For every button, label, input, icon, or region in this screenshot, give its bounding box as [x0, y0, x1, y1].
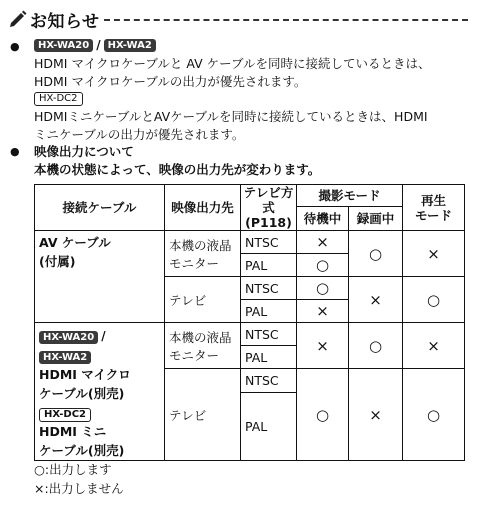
- dest-tv-av: テレビ: [165, 277, 241, 323]
- hdmi-dc-badge-row: [39, 403, 164, 422]
- format-pal: PAL: [241, 393, 297, 461]
- mark-hdmi-tv-standby: ○: [297, 369, 349, 461]
- dest-lcd-hdmi: [165, 323, 241, 369]
- format-ntsc: NTSC: [241, 369, 297, 393]
- format-pal: PAL: [241, 300, 297, 323]
- header-destination: 映像出力先: [165, 185, 241, 231]
- hx-wa20-badge: HX-WA20: [39, 331, 98, 344]
- header-shooting-mode: 撮影モード: [297, 185, 403, 207]
- dest-lcd-av: [165, 231, 241, 277]
- mark-hdmi-lcd-recording: ○: [349, 323, 403, 369]
- bullet-2: ●: [10, 145, 20, 158]
- mark-av-lcd-ntsc-standby: ×: [297, 231, 349, 254]
- format-pal: PAL: [241, 346, 297, 369]
- badge-separator: /: [96, 38, 101, 52]
- mark-av-tv-playback: ○: [403, 277, 465, 323]
- section-subheading: 本機の状態によって、映像の出力先が変わります。: [34, 162, 321, 177]
- dest-lcd-line1: 本機の液晶: [169, 237, 232, 253]
- header-cable: 接続ケーブル: [35, 185, 165, 231]
- format-ntsc: NTSC: [241, 277, 297, 300]
- hx-wa20-badge: HX-WA20: [34, 39, 93, 52]
- header-recording: 録画中: [349, 206, 403, 230]
- hx-dc2-badge: HX-DC2: [39, 408, 91, 422]
- dc-badge-row: [34, 92, 83, 106]
- notice-header: [8, 6, 468, 32]
- mark-hdmi-tv-playback: ○: [403, 369, 465, 461]
- format-pal: PAL: [241, 254, 297, 277]
- mark-av-lcd-pal-standby: ○: [297, 254, 349, 277]
- badge-separator: /: [101, 329, 106, 343]
- hx-wa2-badge: HX-WA2: [104, 39, 156, 52]
- mark-av-tv-ntsc-standby: ○: [297, 277, 349, 300]
- output-table: [34, 184, 465, 461]
- wa-badge-row: [34, 38, 156, 52]
- mark-hdmi-lcd-standby: ×: [297, 323, 349, 369]
- header-tv-format: [241, 185, 297, 231]
- dc-note-line-1: HDMIミニケーブルとAVケーブルを同時に接続しているときは、HDMI: [34, 109, 428, 124]
- bullet-1: ●: [10, 40, 20, 53]
- mark-av-tv-pal-standby: ×: [297, 300, 349, 323]
- header-playback-line2: モード: [415, 207, 453, 223]
- mark-av-lcd-recording: ○: [349, 231, 403, 277]
- cable-hdmi-micro-line2: ケーブル(別売): [39, 386, 125, 401]
- dc-note-line-2: ミニケーブルの出力が優先されます。: [34, 127, 245, 142]
- format-ntsc: NTSC: [241, 231, 297, 254]
- mark-av-tv-recording: ×: [349, 277, 403, 323]
- notice-title: お知らせ: [30, 12, 100, 32]
- header-tv-format-line1: テレビ方式: [243, 185, 294, 215]
- pencil-icon: [8, 8, 28, 28]
- dest-lcd-line1: 本機の液晶: [169, 329, 232, 345]
- hx-wa2-badge: HX-WA2: [39, 351, 91, 364]
- mark-av-lcd-playback: ×: [403, 231, 465, 277]
- format-ntsc: NTSC: [241, 323, 297, 346]
- cable-hdmi: [35, 323, 165, 461]
- wa-note-line-2: HDMI マイクロケーブルの出力が優先されます。: [34, 74, 307, 89]
- header-playback-mode: [403, 185, 465, 231]
- cable-av: [35, 231, 165, 323]
- header-playback-line1: 再生: [421, 192, 447, 208]
- hdmi-wa2-badge-row: [39, 346, 164, 365]
- section-heading: 映像出力について: [34, 144, 134, 159]
- header-standby: 待機中: [297, 206, 349, 230]
- dest-lcd-line2: モニター: [169, 347, 220, 363]
- hx-dc2-badge: HX-DC2: [34, 92, 83, 106]
- legend-output: ○:出力します: [34, 462, 112, 477]
- header-tv-format-line2: (P118): [245, 215, 292, 230]
- dest-tv-hdmi: テレビ: [165, 369, 241, 461]
- cable-hdmi-mini-line1: HDMI ミニ: [39, 424, 107, 439]
- cable-hdmi-mini-line2: ケーブル(別売): [39, 443, 125, 458]
- mark-hdmi-lcd-playback: ×: [403, 323, 465, 369]
- header-divider: [104, 19, 468, 21]
- hdmi-wa-badges: [39, 326, 164, 346]
- wa-note-line-1: HDMI マイクロケーブルと AV ケーブルを同時に接続しているときは、: [34, 56, 431, 71]
- dest-lcd-line2: モニター: [169, 255, 220, 271]
- cable-hdmi-micro-line1: HDMI マイクロ: [39, 367, 131, 382]
- mark-hdmi-tv-recording: ×: [349, 369, 403, 461]
- legend-no-output: ×:出力しません: [34, 481, 124, 496]
- cable-av-line2: (付属): [39, 254, 76, 269]
- cable-av-line1: AV ケーブル: [39, 235, 111, 250]
